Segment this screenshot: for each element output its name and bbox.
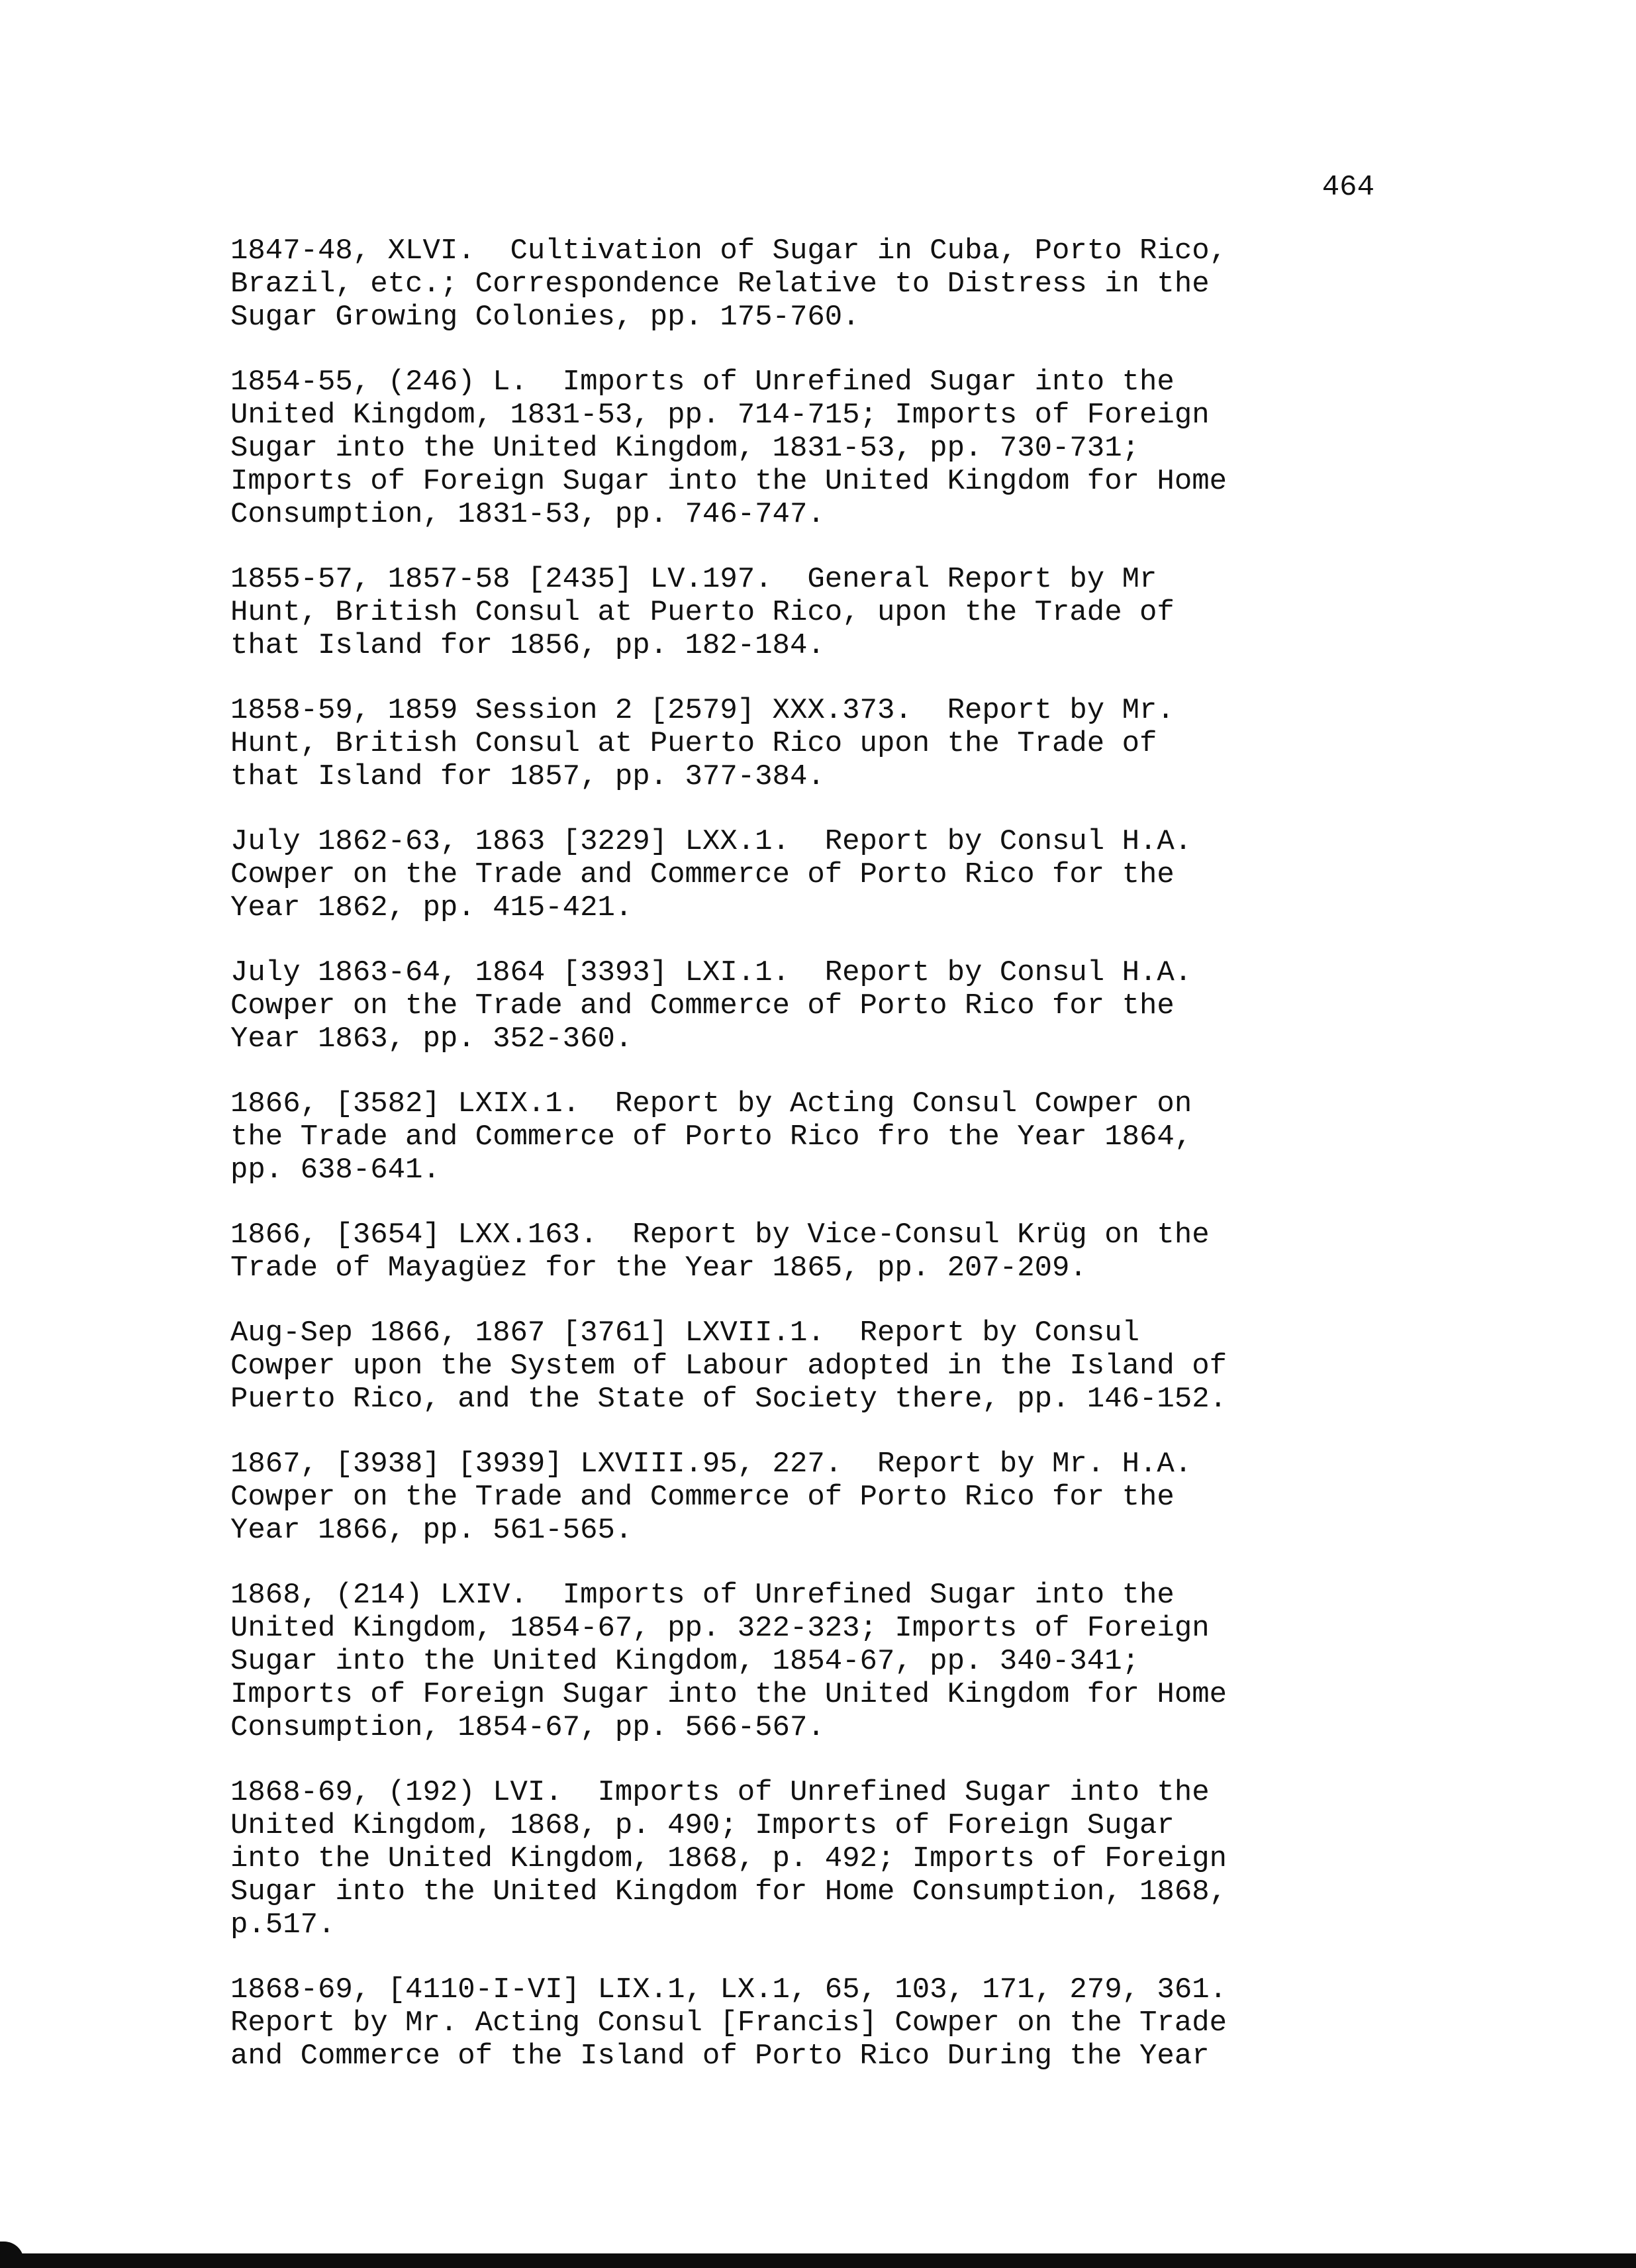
bibliography-list <box>230 234 1435 2104</box>
bibliography-entry: 1855-57, 1857-58 [2435] LV.197. General Report by Mr Hunt, British Consul at Puerto Rico, upon the Trade of that Island for 1856, pp. 182-184. <box>230 563 1175 662</box>
bibliography-entry: 1868-69, (192) LVI. Imports of Unrefined Sugar into the United Kingdom, 1868, p. 490; Imports of Foreign Sugar into the United Kingdom, 1868, p. 492; Imports of Foreign Sugar into the United Kingdom for Home Consumption, 1868, p.517. <box>230 1776 1227 1942</box>
page-number: 464 <box>1322 171 1374 204</box>
bibliography-entry: 1854-55, (246) L. Imports of Unrefined Sugar into the United Kingdom, 1831-53, pp. 714-715; Imports of Foreign Sugar into the United Kingdom, 1831-53, pp. 730-731; Imports of Foreign Sugar into the United Kingdom for Home Consumption, 1831-53, pp. 746-747. <box>230 366 1227 531</box>
bibliography-entry: 1866, [3654] LXX.163. Report by Vice-Consul Krüg on the Trade of Mayagüez for the Year 1865, pp. 207-209. <box>230 1218 1210 1285</box>
bibliography-entry: July 1862-63, 1863 [3229] LXX.1. Report by Consul H.A. Cowper on the Trade and Commerce of Porto Rico for the Year 1862, pp. 415-421. <box>230 825 1192 924</box>
bibliography-entry: 1868, (214) LXIV. Imports of Unrefined Sugar into the United Kingdom, 1854-67, pp. 322-323; Imports of Foreign Sugar into the United Kingdom, 1854-67, pp. 340-341; Imports of Foreign Sugar into the United Kingdom for Home Consumption, 1854-67, pp. 566-567. <box>230 1579 1227 1744</box>
bibliography-entry: 1867, [3938] [3939] LXVIII.95, 227. Report by Mr. H.A. Cowper on the Trade and Commerce of Porto Rico for the Year 1866, pp. 561-565. <box>230 1448 1192 1547</box>
bibliography-entry: July 1863-64, 1864 [3393] LXI.1. Report by Consul H.A. Cowper on the Trade and Commerce of Porto Rico for the Year 1863, pp. 352-360. <box>230 956 1192 1056</box>
bibliography-entry: 1866, [3582] LXIX.1. Report by Acting Consul Cowper on the Trade and Commerce of Porto Rico fro the Year 1864, pp. 638-641. <box>230 1087 1192 1187</box>
bibliography-entry: Aug-Sep 1866, 1867 [3761] LXVII.1. Report by Consul Cowper upon the System of Labour adopted in the Island of Puerto Rico, and the State of Society there, pp. 146-152. <box>230 1316 1227 1416</box>
scan-edge-divider <box>0 2253 1636 2268</box>
bibliography-entry: 1858-59, 1859 Session 2 [2579] XXX.373. Report by Mr. Hunt, British Consul at Puerto Rico upon the Trade of that Island for 1857, pp. 377-384. <box>230 694 1175 793</box>
bibliography-entry: 1868-69, [4110-I-VI] LIX.1, LX.1, 65, 103, 171, 279, 361. Report by Mr. Acting Consul [Francis] Cowper on the Trade and Commerce of the Island of Porto Rico During the Year <box>230 1973 1227 2073</box>
bibliography-entry: 1847-48, XLVI. Cultivation of Sugar in Cuba, Porto Rico, Brazil, etc.; Correspondence Relative to Distress in the Sugar Growing Colonies, pp. 175-760. <box>230 234 1227 334</box>
